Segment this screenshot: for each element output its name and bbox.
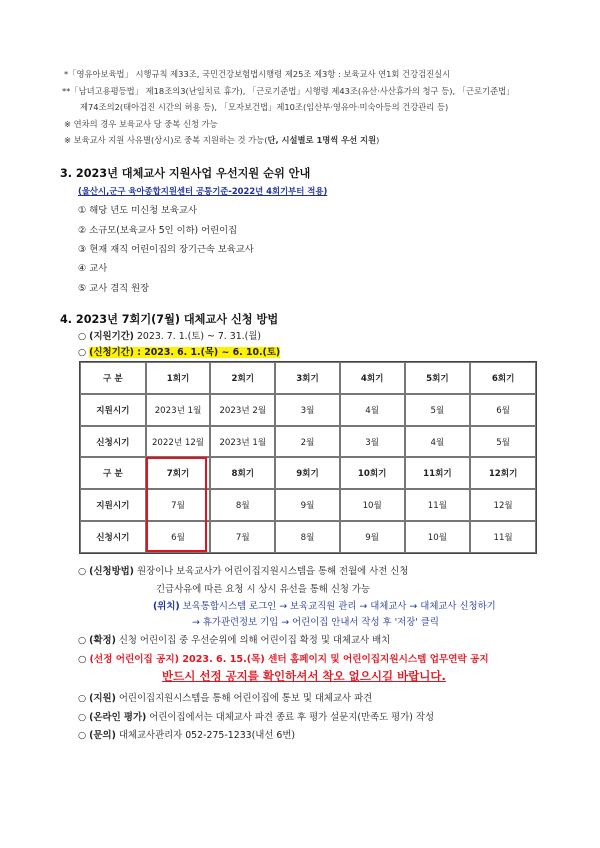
session-cell: 12회기 bbox=[470, 457, 536, 489]
bullet-icon: ○ bbox=[78, 654, 87, 665]
table-cell: 2월 bbox=[275, 426, 340, 458]
inquiry-text: 대체교사관리자 052-275-1233(내선 6번) bbox=[118, 730, 296, 741]
dispatch-label: (지원) bbox=[89, 693, 116, 704]
location-label: (위치) bbox=[153, 601, 180, 612]
online-eval-label: (온라인 평가) bbox=[89, 712, 147, 723]
priority-item-2: ② 소규모(보육교사 5인 이하) 어린이집 bbox=[78, 225, 238, 236]
row-label-support: 지원시기 bbox=[80, 489, 146, 521]
session-cell: 2회기 bbox=[210, 362, 275, 394]
table-row bbox=[80, 426, 536, 458]
section3-title: 3. 2023년 대체교사 지원사업 우선지원 순위 안내 bbox=[60, 167, 311, 180]
dispatch-line bbox=[78, 690, 372, 704]
session-cell: 10회기 bbox=[340, 457, 405, 489]
row-label-apply: 신청시기 bbox=[80, 426, 146, 458]
support-period bbox=[78, 328, 261, 342]
table-cell: 12월 bbox=[470, 489, 536, 521]
table-cell: 10월 bbox=[405, 521, 471, 553]
priority-item-1: ① 해당 년도 미신청 보육교사 bbox=[78, 205, 197, 216]
table-cell: 7월 bbox=[146, 489, 211, 521]
location-path bbox=[153, 598, 496, 612]
priority-item-5: ⑤ 교사 겸직 원장 bbox=[78, 283, 150, 294]
footnote-annual-leave: ※ 연차의 경우 보육교사 당 중복 신청 가능 bbox=[64, 119, 218, 129]
footnote-leave-laws: **「남녀고용평등법」 제18조의3(난임치료 휴가), 「근로기준법」시행령 제43조(유산·사산휴가의 청구 등), 「근로기준법」 bbox=[62, 86, 515, 96]
table-cell: 4월 bbox=[405, 426, 471, 458]
bullet-icon: ○ bbox=[78, 693, 87, 704]
table-cell: 6월 bbox=[146, 521, 211, 553]
table-row bbox=[80, 394, 536, 426]
table-header-cell: 구 분 bbox=[80, 362, 146, 394]
row-label-apply: 신청시기 bbox=[80, 521, 146, 553]
inquiry-label: (문의) bbox=[89, 730, 116, 741]
apply-method-emergency: 긴급사유에 따른 요청 시 상시 유선을 통해 신청 가능 bbox=[156, 584, 371, 595]
table-cell: 7월 bbox=[210, 521, 275, 553]
bullet-icon: ○ bbox=[78, 635, 87, 646]
priority-item-4: ④ 교사 bbox=[78, 263, 108, 274]
online-eval-text: 어린이집에서는 대체교사 파견 종료 후 평가 설문지(만족도 평가) 작성 bbox=[149, 712, 435, 723]
footnote-health-check: *「영유아보육법」 시행규칙 제33조, 국민건강보험법시행령 제25조 제3항 : 보육교사 연1회 건강검진실시 bbox=[64, 69, 451, 79]
highlight-session-7 bbox=[146, 457, 207, 552]
inquiry-line bbox=[78, 727, 295, 741]
session-cell: 3회기 bbox=[275, 362, 340, 394]
table-cell: 10월 bbox=[340, 489, 405, 521]
support-period-value: 2023. 7. 1.(토) ~ 7. 31.(월) bbox=[136, 331, 262, 342]
bullet-icon: ○ bbox=[78, 730, 87, 741]
session-cell: 9회기 bbox=[275, 457, 340, 489]
online-eval-line bbox=[78, 709, 434, 723]
apply-period-label: (신청기간) : 2023. 6. 1.(목) ~ 6. 10.(토) bbox=[89, 347, 281, 358]
notice-warning: 반드시 선정 공지를 확인하셔서 착오 없으시길 바랍니다. bbox=[162, 669, 446, 683]
session-cell: 6회기 bbox=[470, 362, 536, 394]
table-cell: 11월 bbox=[470, 521, 536, 553]
table-row bbox=[80, 362, 536, 394]
table-cell: 2023년 2월 bbox=[210, 394, 275, 426]
apply-period bbox=[78, 344, 280, 358]
table-cell: 9월 bbox=[275, 489, 340, 521]
bullet-icon: ○ bbox=[78, 331, 87, 342]
section4-title: 4. 2023년 7회기(7월) 대체교사 신청 방법 bbox=[60, 313, 279, 326]
table-cell: 2022년 12월 bbox=[146, 426, 211, 458]
session-cell: 7회기 bbox=[146, 457, 211, 489]
notice-text: (선정 어린이집 공지) 2023. 6. 15.(목) 센터 홈페이지 및 어린이집지원시스템 업무연락 공지 bbox=[89, 654, 489, 665]
apply-method-text: 원장이나 보육교사가 어린이집지원시스템을 통해 전월에 사전 신청 bbox=[136, 566, 409, 577]
dispatch-text: 어린이집지원시스템을 통해 어린이집에 통보 및 대체교사 파견 bbox=[118, 693, 373, 704]
table-cell: 3월 bbox=[340, 426, 405, 458]
footnote-duplicate-bold: 단, 시설별로 1명씩 우선 지원 bbox=[267, 135, 377, 145]
table-cell: 2023년 1월 bbox=[146, 394, 211, 426]
table-cell: 8월 bbox=[210, 489, 275, 521]
footnote-duplicate-text: ※ 보육교사 지원 사유별(상시)로 중복 지원하는 것 가능( bbox=[64, 135, 268, 145]
table-cell: 2023년 1월 bbox=[210, 426, 275, 458]
apply-method-label: (신청방법) bbox=[89, 566, 134, 577]
priority-item-3: ③ 현재 재직 어린이집의 장기근속 보육교사 bbox=[78, 244, 254, 255]
bullet-icon: ○ bbox=[78, 712, 87, 723]
table-cell: 9월 bbox=[340, 521, 405, 553]
confirm-text: 신청 어린이집 중 우선순위에 의해 어린이집 확정 및 대체교사 배치 bbox=[118, 635, 391, 646]
table-cell: 4월 bbox=[340, 394, 405, 426]
table-cell: 5월 bbox=[470, 426, 536, 458]
session-cell: 8회기 bbox=[210, 457, 275, 489]
table-cell: 6월 bbox=[470, 394, 536, 426]
footnote-leave-laws-cont: 제74조의2(태아검진 시간의 허용 등), 「모자보건법」제10조(임산부·영유아·미숙아등의 건강관리 등) bbox=[80, 102, 449, 112]
section3-subtitle: (울산시,군구 육아종합지원센터 공통기준-2022년 4회기부터 적용) bbox=[78, 186, 328, 196]
table-cell: 11월 bbox=[405, 489, 471, 521]
support-period-label: (지원기간) bbox=[89, 331, 134, 342]
session-cell: 1회기 bbox=[146, 362, 211, 394]
footnote-duplicate-close: ) bbox=[376, 135, 380, 145]
notice-line bbox=[78, 651, 489, 665]
table-cell: 8월 bbox=[275, 521, 340, 553]
table-cell: 3월 bbox=[275, 394, 340, 426]
confirm-line bbox=[78, 632, 390, 646]
apply-method bbox=[78, 563, 408, 577]
confirm-label: (확정) bbox=[89, 635, 116, 646]
session-cell: 11회기 bbox=[405, 457, 471, 489]
table-header-cell: 구 분 bbox=[80, 457, 146, 489]
bullet-icon: ○ bbox=[78, 566, 87, 577]
location-text: 보육통합시스템 로그인 → 보육교직원 관리 → 대체교사 → 대체교사 신청하기 bbox=[182, 601, 496, 612]
table-cell: 5월 bbox=[405, 394, 471, 426]
location-path-cont: → 휴가관련정보 기입 → 어린이집 안내서 작성 후 '저장' 클릭 bbox=[192, 617, 439, 628]
session-cell: 5회기 bbox=[405, 362, 471, 394]
session-cell: 4회기 bbox=[340, 362, 405, 394]
row-label-support: 지원시기 bbox=[80, 394, 146, 426]
footnote-duplicate-support bbox=[64, 134, 379, 146]
bullet-icon: ○ bbox=[78, 347, 87, 358]
